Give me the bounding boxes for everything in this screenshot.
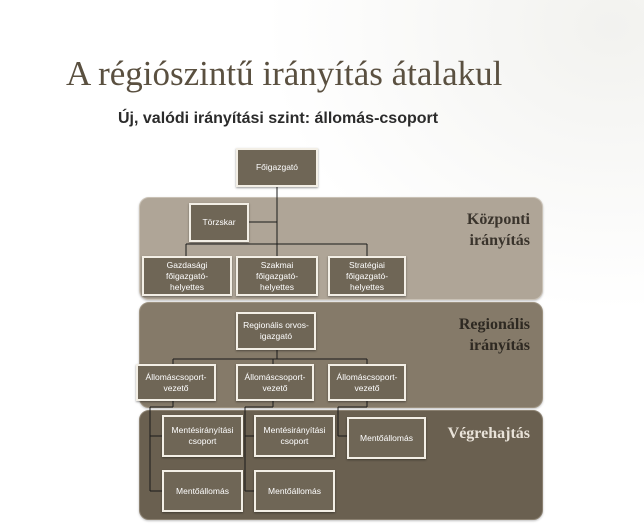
node-dispatch-group-2-label: Mentésirányítási csoport <box>263 425 326 446</box>
node-deputy-prof <box>236 256 318 296</box>
slide-subtitle: Új, valódi irányítási szint: állomás-csoport <box>118 110 439 127</box>
node-group-leader-1-label: Állomáscsoport- vezető <box>145 371 207 393</box>
node-dispatch-group-1-label: Mentésirányítási csoport <box>171 425 234 446</box>
central-management-text: Központi irányítás <box>466 211 530 249</box>
node-deputy-strat-label: Stratégiai főigazgató- helyettes <box>345 259 389 292</box>
node-regional-director <box>236 312 316 350</box>
regional-management-text: Regionális irányítás <box>458 316 530 354</box>
node-regional-director-label: Regionális orvos- igazgató <box>243 320 309 341</box>
execution-text: Végrehajtás <box>447 425 530 442</box>
node-group-leader-1 <box>136 364 216 401</box>
node-group-leader-3-label: Állomáscsoport- vezető <box>336 371 398 393</box>
node-station-2 <box>254 470 335 512</box>
node-station-1 <box>162 470 243 512</box>
node-deputy-prof-label: Szakmai főigazgató- helyettes <box>255 259 299 292</box>
node-group-leader-2-label: Állomáscsoport- vezető <box>244 371 306 393</box>
node-station-3 <box>347 417 426 459</box>
node-station-2-label: Mentőállomás <box>268 485 321 496</box>
node-staff-label: Törzskar <box>202 217 236 227</box>
node-dispatch-group-2 <box>254 415 335 457</box>
node-deputy-econ <box>142 256 232 296</box>
node-ceo <box>236 148 318 187</box>
node-station-1-label: Mentőállomás <box>176 485 229 496</box>
node-deputy-econ-label: Gazdasági főigazgató- helyettes <box>165 259 209 292</box>
node-group-leader-3 <box>328 364 406 401</box>
node-staff <box>189 203 249 242</box>
node-group-leader-2 <box>236 364 314 401</box>
node-station-3-label: Mentőállomás <box>360 432 413 443</box>
node-dispatch-group-1 <box>162 415 243 457</box>
node-deputy-strat <box>328 256 406 296</box>
node-ceo-label: Főigazgató <box>255 162 299 172</box>
slide-title: A régiószintű irányítás átalakul <box>66 54 503 93</box>
